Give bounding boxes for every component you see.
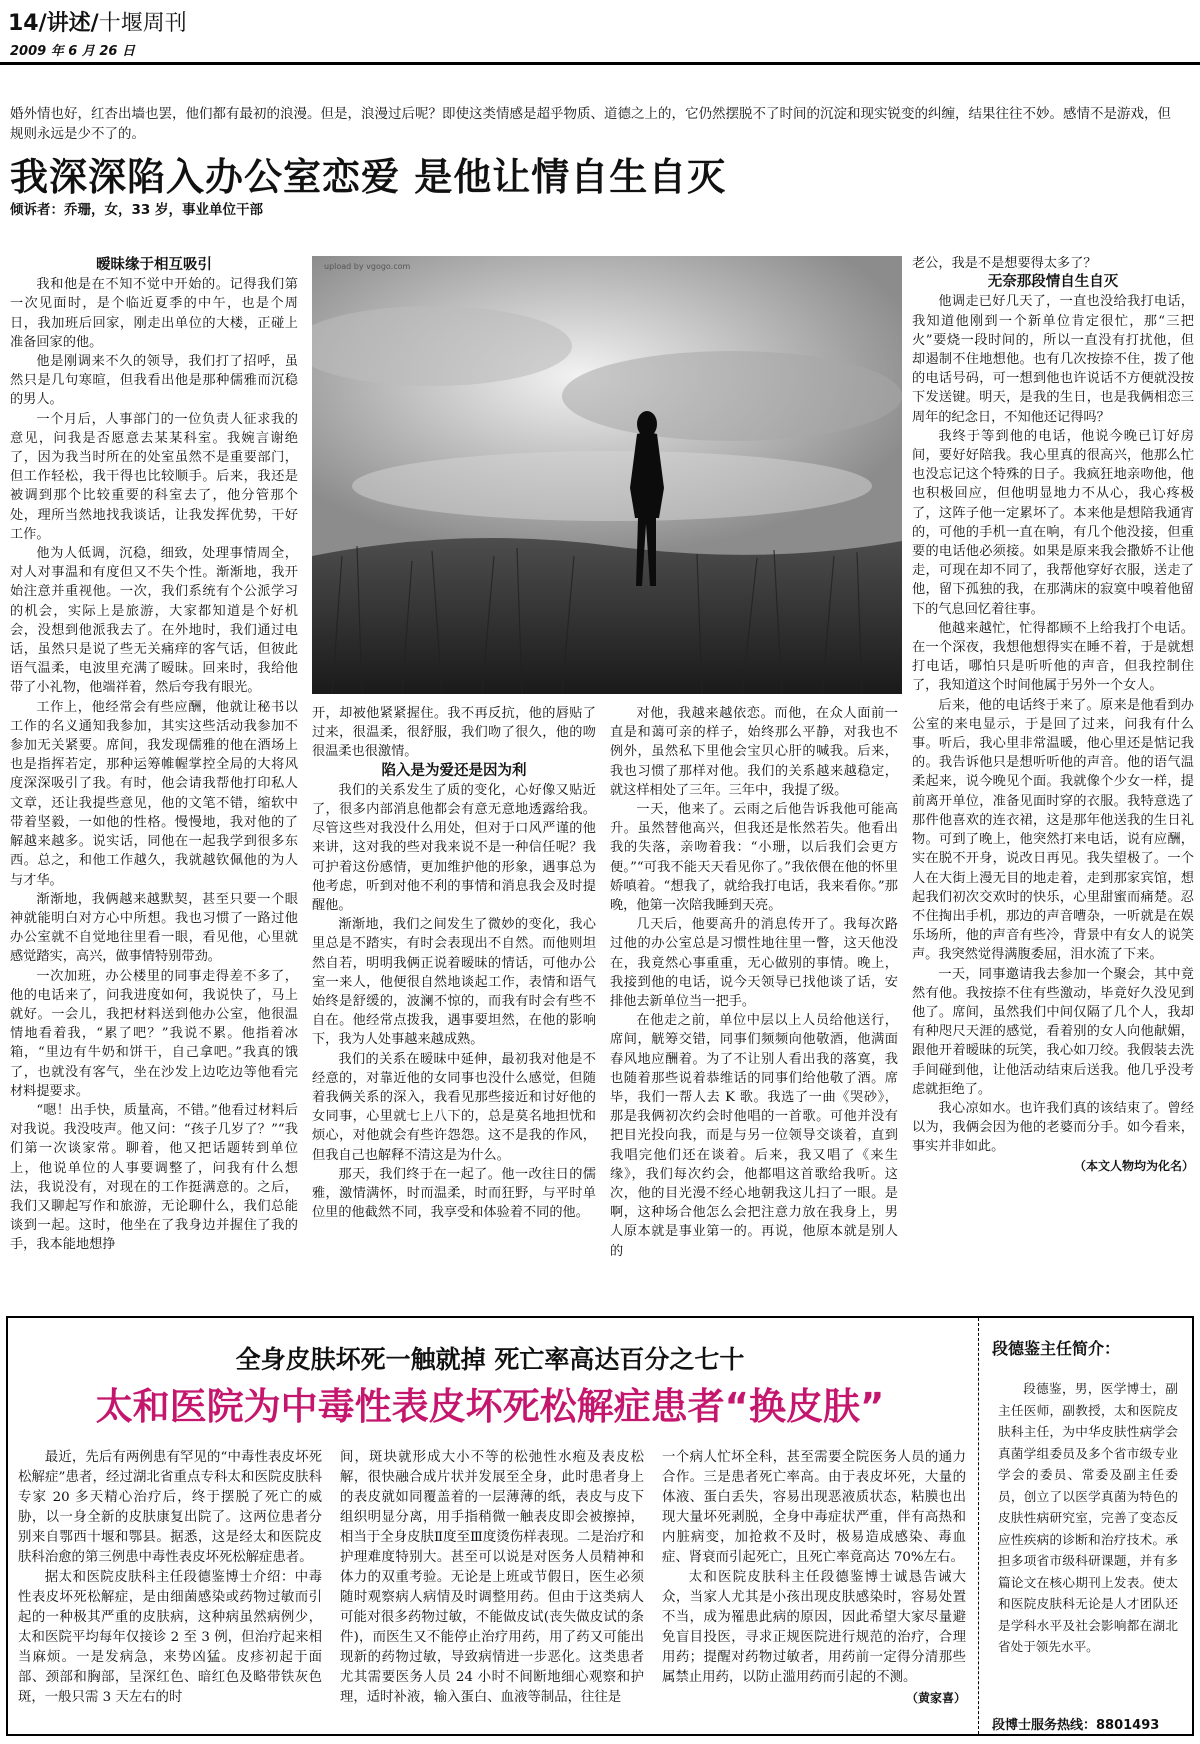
paragraph: 老公，我是不是想要得太多了？ [912,256,1097,271]
bio-title: 段德鉴主任简介： [992,1339,1121,1358]
paragraph: 我终于等到他的电话，他说今晚已订好房间，要好好陪我。我心里真的很高兴，他那么忙也没忘记这个特殊的日子。我疯狂地亲吻他，他也积极回应，但他明显地力不从心，我心疼极了，这阵子他一定累坏了。本来他是想陪我通宵的，可他的手机一直在响，有几个他没接，但重要的电话他必须接。如果是原来我会撒娇不让他走，可现在却不同了，我帮他穿好衣服，送走了他，留下孤独的我，在那满床的寂寞中嗅着他留下的气息回忆着往事。 [912,428,1194,617]
ad-column-1 [18,1448,322,1730]
paragraph: 工作上，他经常会有些应酬，他就让秘书以工作的名义通知我参加，其实这些活动我参加不参加无关紧要。席间，我发现儒雅的他在酒场上也是指挥若定，那种运筹帷幄掌控全局的大将风度深深吸引了我。有时，他会请我帮他打印私人文章，还让我提些意见，他的文笔不错，缩软中带着坚毅，一如他的性格。慢慢地，我对他的了解越来越多。说实话，同他在一起我学到很多东西。总之，和他工作越久，我就越钦佩他的为人与才华。 [10,699,298,888]
ad-divider [978,1318,979,1734]
paragraph: 最近，先后有两例患有罕见的“中毒性表皮坏死松解症”患者，经过湖北省重点专科太和医院皮肤科专家 20 多天精心治疗后，终于摆脱了死亡的威胁，以一身全新的皮肤康复出院了。这两位患者分别来自鄂西十堰和鄂县。据悉，这是经太和医院皮肤科治愈的第三例患中毒性表皮坏死松解症患者。 [18,1450,322,1565]
woman-in-field-photo [312,256,902,694]
paragraph: 一个病人忙坏全科，甚至需要全院医务人员的通力合作。三是患者死亡率高。由于表皮坏死，大量的体液、蛋白丢失，容易出现恶液质状态，粘膜也出现大量坏死剥脱，全身中毒症状严重，伴有高热和内脏病变，加抢救不及时，极易造成感染、毒血症、肾衰而引起死亡，且死亡率竟高达 70%左右。 [662,1450,966,1565]
ad-subtitle: 全身皮肤坏死一触就掉 死亡率高达百分之七十 [235,1345,745,1374]
photo-illustration [312,256,902,694]
paragraph: 我们的关系在暧昧中延伸，最初我对他是不经意的，对靠近他的女同事也没什么感觉，但随着我俩关系的深入，我看见那些接近和讨好他的女同事，心里就七上八下的，总是莫名地担忧和烦心，对他就会有些许怨怨。这不是我的作风，但我自己也解释不清这是为什么。 [312,1051,596,1163]
section-label: 14/讲述/ [8,11,99,36]
paper-name: 十堰周刊 [98,11,187,36]
paragraph: 间，斑块就形成大小不等的松弛性水疱及表皮松解，很快融合成片状并发展至全身，此时患者身上的表皮就如同覆盖着的一层薄薄的纸，表皮与皮下组织明显分离，用手指稍微一触表皮即会被擦掉，相当于全身皮肤Ⅱ度至Ⅲ度烫伤样表现。二是治疗和护理难度特别大。甚至可以说是对医务人员精神和体力的双重考验。无论是上班或节假日，医生必须随时观察病人病情及时调整用药。但由于这类病人可能对很多药物过敏，不能做皮试(丧失做皮试的条件)，而医生又不能停止治疗用药，用了药又可能出现新的药物过敏，导致病情进一步恶化。这类患者尤其需要医务人员 24 小时不间断地细心观察和护理，适时补液，输入蛋白、血液等制品，往往是 [340,1450,644,1705]
paragraph: 他是刚调来不久的领导，我们打了招呼，虽然只是几句寒暄，但我看出他是那种儒雅而沉稳的男人。 [10,354,298,408]
photo-credit: upload by vgogo.com [324,262,411,271]
article-column-2 [312,704,596,1308]
ad-author: （黄家喜） [905,1691,966,1705]
paragraph: 太和医院皮肤科主任段德鉴博士诚恳告诫大众，当家人尤其是小孩出现皮肤感染时，容易处置不当，成为罹患此病的原因，因此希望大家尽量避免盲目投医，寻求正规医院进行规范的治疗，合理用药；提醒对药物过敏者，用药前一定得分清那些属禁止用药，以防止滥用药而引起的不测。 [662,1570,966,1685]
ad-title: 太和医院为中毒性表皮坏死松解症患者“换皮肤” [95,1385,885,1428]
paragraph: “嗯！出手快，质量高，不错。”他看过材料后对我说。我没吱声。他又问：“孩子几岁了？”“我们第一次谈家常。聊着，他又把话题转到单位上，他说单位的人事要调整了，问我有什么想法，我说没有，对现在的工作挺满意的。之后，我们又聊起写作和旅游，无论聊什么，我们总能谈到一起。这时，他坐在了我身边并握住了我的手，我本能地想挣 [10,1102,298,1253]
bio-body [998,1378,1178,1658]
service-hotline: 段博士服务热线：8801493 [992,1718,1160,1733]
subheading-1: 暧昧缘于相互吸引 [96,257,212,273]
paragraph: 我和他是在不知不觉中开始的。记得我们第一次见面时，是个临近夏季的中午，也是个周日，我加班后回家，刚走出单位的大楼，正碰上准备回家的他。 [10,277,298,350]
paragraph: 一次加班，办公楼里的同事走得差不多了，他的电话来了，问我进度如何，我说快了，马上就好。一会儿，我把材料送到他办公室，他很温情地看着我，“累了吧？”我说不累。他指着冰箱，“里边有牛奶和饼干，自己拿吧。”我真的饿了，也就没有客气，坐在沙发上边吃边等他看完材料提要求。 [10,968,298,1099]
paragraph: 他调走已好几天了，一直也没给我打电话，我知道他刚到一个新单位肯定很忙，那“三把火”要烧一段时间的，所以一直没有打扰他，但却遏制不住地想他。也有几次按捺不住，拨了他的电话号码，可一想到他也许说话不方便就没按下发送键。明天，是我的生日，也是我俩相恋三周年的纪念日，不知他还记得吗？ [912,294,1194,425]
header-rule [0,62,1200,65]
masthead [8,6,187,37]
subheading-2: 陷入是为爱还是因为利 [381,762,527,779]
article-column-3 [610,704,898,1308]
paragraph: 在他走之前，单位中层以上人员给他送行，席间，觥筹交错，同事们频频向他敬酒，他满面春风地应酬着。为了不让别人看出我的落寞，我也随着那些说着恭维话的同事们给他敬了酒。席毕，我们一帮人去 K 歌。我选了一曲《哭砂》，那是我俩初次约会时他唱的一首歌。可他并没有把目光投向我，而是与另一位领导交谈着，直到我唱完他们还在谈着。后来，我又唱了《来生缘》，我们每次约会，他都唱这首歌给我听。这次，他的目光漫不经心地朝我这儿扫了一眼。是啊，这种场合他怎么会把注意力放在我身上，男人原本就是事业第一的。再说，他原本就是别人的 [610,1013,898,1259]
paragraph: 他越来越忙，忙得都顾不上给我打个电话。在一个深夜，我想他想得实在睡不着，于是就想打电话，哪怕只是听听他的声音，但我控制住了，我知道这个时间他属于另外一个女人。 [912,620,1194,694]
issue-date: 2009 年 6 月 26 日 [10,44,135,59]
bio-paragraph: 段德鉴，男，医学博士，副主任医师，副教授，太和医院皮肤科主任，为中华皮肤性病学会真菌学组委员及多个省市级专业学会的委员、常委及副主任委员，创立了以医学真菌为特色的皮肤性病研究室，完善了变态反应性疾病的诊断和治疗技术。承担多项省市级科研课题，并有多篇论文在核心期刊上发表。使太和医院皮肤科无论是人才团队还是学科水平及社会影响都在湖北省处于领先水平。 [998,1381,1178,1654]
ad-column-3 [662,1448,966,1730]
paragraph: 渐渐地，我们之间发生了微妙的变化，我心里总是不踏实，有时会表现出不自然。而他则坦然自若，明明我俩正说着暧昧的情话，可他办公室一来人，他便很自然地谈起工作，表情和语气始终是舒缓的，波澜不惊的，而我有时会有些不自在。他经常点拨我，遇事要坦然，在他的影响下，我为人处事越来越成熟。 [312,917,596,1048]
paragraph: 那天，我们终于在一起了。他一改往日的儒雅，激情满怀，时而温柔，时而狂野，与平时单位里的他截然不同，我享受和体验着不同的他。 [312,1166,596,1221]
paragraph: 对他，我越来越依恋。而他，在众人面前一直是和蔼可亲的样子，始终那么平静，对我也不例外，虽然私下里他会宝贝心肝的喊我。后来，我也习惯了那样对他。我们的关系越来越稳定，就这样相处了三年。三年中，我提了级。 [610,706,898,798]
paragraph: 开，却被他紧紧握住。我不再反抗，他的唇贴了过来，很温柔，很舒服，我们吻了很久，他的吻很温柔也很激情。 [312,706,596,760]
paragraph: 一个月后，人事部门的一位负责人征求我的意见，问我是否愿意去某某科室。我婉言谢绝了，因为我当时所在的处室虽然不是重要部门，但工作轻松，我干得也比较顺手。后来，我还是被调到那个比较重要的科室去了，他分管那个处，理所当然地找我谈话，让我发挥优势，干好工作。 [10,411,298,542]
name-note: （本文人物均为化名） [1073,1158,1194,1173]
paragraph: 一天，同事邀请我去参加一个聚会，其中竟然有他。我按捺不住有些激动，毕竟好久没见到他了。席间，虽然我们中间仅隔了几个人，我却有种咫尺天涯的感觉，看着别的女人向他献媚，跟他开着暧昧的玩笑，我心如刀绞。我假装去洗手间碰到他，让他活动结束后送我。他几乎没考虑就拒绝了。 [912,966,1194,1097]
narrator-line: 倾诉者：乔珊，女，33 岁，事业单位干部 [10,202,263,218]
paragraph: 我们的关系发生了质的变化，心好像又贴近了，很多内部消息他都会有意无意地透露给我。尽管这些对我没什么用处，但对于口风严谨的他来讲，这对我的些对我来说不是一种信任呢？我可护着这份感情，更加维护他的形象，遇事总为他考虑，听到对他不利的事情和消息我会及时提醒他。 [312,782,596,914]
paragraph: 渐渐地，我俩越来越默契，甚至只要一个眼神就能明白对方心中所想。我也习惯了一路过他办公室就不自觉地往里看一眼，看见他，心里就感觉踏实，高兴，做事情特别带劲。 [10,891,298,965]
paragraph: 据太和医院皮肤科主任段德鉴博士介绍：中毒性表皮坏死松解症，是由细菌感染或药物过敏而引起的一种极其严重的皮肤病，这种病虽然病例少，太和医院平均每年仅接诊 2 至 3 例，但治疗起来相当麻烦。一是发病急，来势凶猛。皮疹初起于面部、颈部和胸部，呈深红色、暗红色及略带铁灰色斑，一般只需 3 天左右的时 [18,1570,322,1705]
paragraph: 几天后，他要高升的消息传开了。我每次路过他的办公室总是习惯性地往里一瞥，这天他没在，我竟然心事重重，无心做别的事情。晚上，我接到他的电话，说今天领导已找他谈了话，安排他去新单位当一把手。 [610,917,898,1010]
lede: 婚外情也好，红杏出墙也罢，他们都有最初的浪漫。但是，浪漫过后呢？即使这类情感是超乎物质、道德之上的，它仍然摆脱不了时间的沉淀和现实锐变的纠缠，结果往往不妙。感情不是游戏，但规则永远是少不了的。 [10,106,1171,142]
subheading-3: 无奈那段情自生自灭 [987,274,1119,291]
ad-column-2 [340,1448,644,1730]
paragraph: 我心凉如水。也许我们真的该结束了。曾经以为，我俩会因为他的老婆而分手。如今看来，事实并非如此。 [912,1100,1194,1155]
headline: 我深深陷入办公室恋爱 是他让情自生自灭 [10,155,727,199]
paragraph: 一天，他来了。云雨之后他告诉我他可能高升。虽然替他高兴，但我还是怅然若失。他看出我的失落，亲吻着我：“小珊，以后我们会更方便。”“可我不能天天看见你了。”我依偎在他的怀里娇嗔着。“想我了，就给我打电话，我来看你。”那晚，他第一次陪我睡到天亮。 [610,802,898,914]
paragraph: 后来，他的电话终于来了。原来是他看到办公室的来电显示，于是回了过来，问我有什么事。听后，我心里非常温暖，他心里还是惦记我的。我告诉他只是想听听他的声音。他的语气温柔起来，说今晚见个面。我就像个少女一样，提前离开单位，准备见面时穿的衣服。我特意选了那件他喜欢的连衣裙，这是那年他送我的生日礼物。可到了晚上，他突然打来电话，说有应酬，实在脱不开身，说改日再见。我失望极了。一个人在大街上漫无目的地走着，走到那家宾馆，想起我们初次交欢时的快乐，心里甜蜜而痛楚。忍不住掏出手机，那边的声音嘈杂，一听就是在娱乐场所，他的声音有些冷，背景中有女人的说笑声。我突然觉得满腹委屈，泪水流了下来。 [912,697,1194,963]
article-column-1 [10,256,298,1308]
paragraph: 他为人低调，沉稳，细致，处理事情周全，对人对事温和有度但又不失个性。渐渐地，我开始注意并重视他。一次，我们系统有个公派学习的机会，实际上是旅游，大家都知道是个好机会，没想到他派我去了。在外地时，我们通过电话，虽然只是说了些无关痛痒的客气话，但彼此语气温柔，电波里充满了暧昧。回来时，我给他带了小礼物，他端祥着，然后夸我有眼光。 [10,546,298,696]
article-column-4 [912,254,1194,1308]
